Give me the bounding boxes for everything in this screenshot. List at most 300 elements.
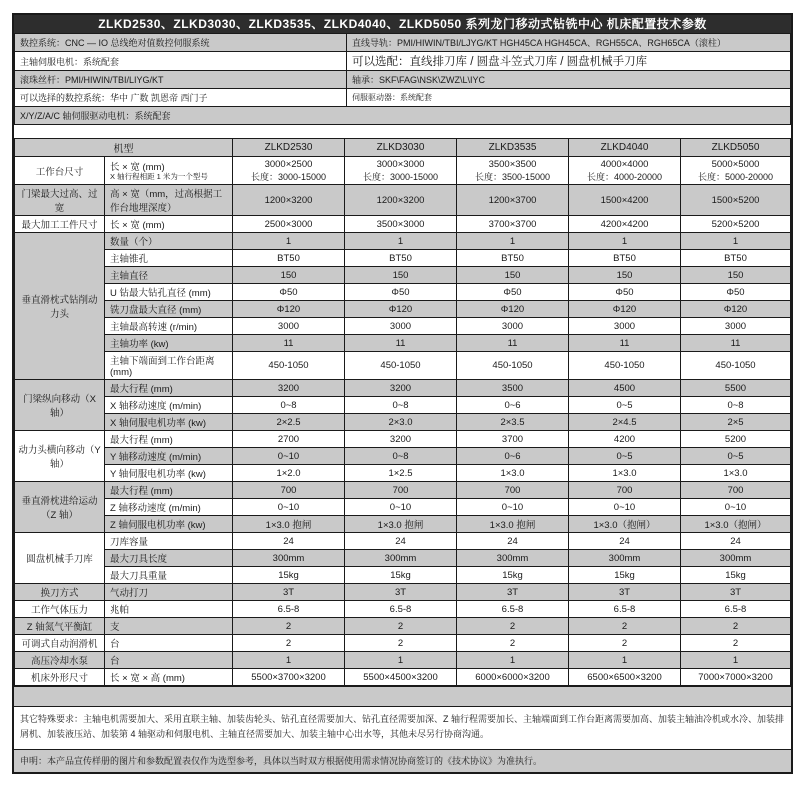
spec-value-cell <box>681 397 791 414</box>
spec-value-cell <box>345 669 457 686</box>
spec-value-line1: 150 <box>392 269 409 281</box>
spec-value-line1: Φ50 <box>726 286 745 298</box>
spec-value-line1: 3000×2500 <box>264 158 313 170</box>
spec-value-line1: 5500×4500×3200 <box>363 671 438 683</box>
spec-value-line2: 长度：3000-15000 <box>362 171 439 182</box>
spec-label-text: 长 × 宽 (mm) <box>110 220 165 231</box>
spec-value-cell <box>345 533 457 550</box>
spec-value-cell <box>569 335 681 352</box>
info-row <box>15 52 791 71</box>
spec-label-cell <box>105 157 233 185</box>
spec-value-cell <box>457 352 569 380</box>
spec-label-text: 主轴下端面到工作台距离 (mm) <box>110 356 215 378</box>
spec-value-line1: 6.5-8 <box>501 603 524 615</box>
spec-row <box>15 352 791 380</box>
spec-value-cell <box>345 318 457 335</box>
spec-label-text: 主轴最高转速 (r/min) <box>110 322 198 333</box>
spec-value-cell <box>345 550 457 567</box>
spec-value-cell <box>681 216 791 233</box>
config-info-table <box>14 33 791 125</box>
spec-value-line2: 长度：3500-15000 <box>474 171 551 182</box>
spec-value-line1: 1×3.0（抱闸） <box>593 520 656 531</box>
spec-value-line1: 6.5-8 <box>277 603 300 615</box>
spec-value-cell <box>681 335 791 352</box>
spec-group-cell: 最大加工工件尺寸 <box>15 216 105 233</box>
spec-group-cell: 垂直滑枕式钻削动力头 <box>15 233 105 380</box>
spec-value-cell <box>569 352 681 380</box>
spec-value-line1: 6.5-8 <box>389 603 412 615</box>
spec-value-line1: 1×3.0 抱闸 <box>265 520 312 531</box>
spec-value-line1: 4200 <box>613 433 636 445</box>
special-requirements-note: 其它特殊要求：主轴电机需要加大、采用直联主轴、加装齿轮头、钻孔直径需要加大、钻孔直径需要加深、Z 轴行程需要加长、主轴端面到工作台距离需要加高、加装主轴油冷机或水冷、加装排屑机、加装液压站、加装第 4 轴驱动和伺服电机、主轴直径需要加大、加装主轴中心出水等，其他未尽另行协商沟通。 <box>14 706 791 749</box>
spec-value-line1: 1 <box>621 235 628 247</box>
spec-value-line1: 3T <box>282 586 295 598</box>
spec-value-line1: 150 <box>616 269 633 281</box>
spec-label-text: X 轴移动速度 (m/min) <box>110 401 202 412</box>
spec-value-line1: 1 <box>732 235 739 247</box>
spec-value-line1: 0~5 <box>616 450 633 462</box>
spec-value-line1: BT50 <box>501 252 524 264</box>
spec-value-line1: 4500 <box>613 382 636 394</box>
spec-value-line1: 2 <box>285 637 292 649</box>
spec-label-text: 气动打刀 <box>110 588 149 599</box>
spec-value-line1: 2 <box>509 620 516 632</box>
spec-value-line1: BT50 <box>724 252 747 264</box>
spec-label-cell <box>105 352 233 380</box>
spec-value-cell <box>457 567 569 584</box>
spec-value-cell <box>569 533 681 550</box>
spec-value-cell <box>457 448 569 465</box>
spec-value-line1: 1500×5200 <box>711 194 760 206</box>
spec-value-line1: 2 <box>397 637 404 649</box>
spec-value-line1: Φ50 <box>615 286 634 298</box>
info-cell-ballscrew: 滚珠丝杆：PMI/HIWIN/TBI/LIYG/KT <box>15 71 347 89</box>
spec-value-cell <box>233 185 345 216</box>
spec-value-line1: 1×2.5 <box>388 467 413 479</box>
spec-value-cell <box>345 397 457 414</box>
spec-value-cell <box>457 216 569 233</box>
spec-value-cell <box>345 652 457 669</box>
spec-row <box>15 431 791 448</box>
spec-value-cell <box>345 431 457 448</box>
spec-value-line1: 0~10 <box>277 501 300 513</box>
spec-value-line1: 2500×3000 <box>264 218 313 230</box>
spec-value-line1: 1 <box>621 654 628 666</box>
spec-group-cell: 可调式自动润滑机 <box>15 635 105 652</box>
spec-value-line1: 0~8 <box>392 399 409 411</box>
spec-header-model: ZLKD3030 <box>345 139 457 157</box>
spec-value-line1: 0~10 <box>389 501 412 513</box>
spec-value-line1: 7000×7000×3200 <box>698 671 773 683</box>
spec-label-subtext: X 轴行程相距 1 米为一个型号 <box>110 172 208 182</box>
spec-value-line1: 1×3.0 <box>723 467 748 479</box>
spec-value-cell <box>457 414 569 431</box>
spec-label-text: 数量（个） <box>110 237 158 248</box>
spec-row <box>15 533 791 550</box>
spec-row <box>15 567 791 584</box>
spec-value-cell <box>681 601 791 618</box>
spec-group-cell: 机床外形尺寸 <box>15 669 105 686</box>
spec-value-cell <box>233 233 345 250</box>
spec-value-line1: 300mm <box>272 552 305 564</box>
spec-row <box>15 301 791 318</box>
spec-value-cell <box>345 465 457 482</box>
spec-label-cell <box>105 448 233 465</box>
spec-value-line1: 24 <box>730 535 741 547</box>
spec-value-cell <box>345 335 457 352</box>
spec-row <box>15 185 791 216</box>
spec-value-cell <box>457 431 569 448</box>
spec-value-line1: 1×2.0 <box>276 467 301 479</box>
spec-value-cell <box>345 567 457 584</box>
spec-value-cell <box>681 465 791 482</box>
spec-value-line1: 150 <box>504 269 521 281</box>
spec-value-line1: 24 <box>619 535 630 547</box>
spec-row <box>15 335 791 352</box>
spec-value-cell <box>569 635 681 652</box>
spec-value-cell <box>233 550 345 567</box>
spec-value-cell <box>233 448 345 465</box>
spec-label-text: 长 × 宽 (mm) <box>110 162 165 174</box>
spec-row <box>15 157 791 185</box>
spec-value-cell <box>681 550 791 567</box>
spec-label-cell <box>105 652 233 669</box>
info-row <box>15 34 791 52</box>
spec-value-cell <box>233 301 345 318</box>
spec-value-line1: 4000×4000 <box>600 158 649 170</box>
spec-value-cell <box>681 318 791 335</box>
spec-value-cell <box>569 482 681 499</box>
spec-value-cell <box>457 233 569 250</box>
spec-value-cell <box>569 318 681 335</box>
spec-value-line1: 0~6 <box>504 450 521 462</box>
spec-value-line1: 1×3.0 <box>612 467 637 479</box>
info-cell-servo-driver: 伺服驱动器：系统配套 <box>347 89 791 107</box>
spec-value-line1: 450-1050 <box>604 360 645 371</box>
spec-label-cell <box>105 550 233 567</box>
spec-label-cell <box>105 301 233 318</box>
spec-value-cell <box>345 284 457 301</box>
spec-value-line1: 0~10 <box>613 501 636 513</box>
spec-value-cell <box>457 499 569 516</box>
spec-label-cell <box>105 465 233 482</box>
spec-value-line1: 700 <box>727 484 744 496</box>
spec-value-line1: 3500 <box>501 382 524 394</box>
spec-label-text: Y 轴伺服电机功率 (kw) <box>110 469 206 480</box>
spec-value-line1: 24 <box>507 535 518 547</box>
spec-value-line1: 300mm <box>719 552 752 564</box>
info-cell-linear-guide: 直线导轨：PMI/HIWIN/TBI/LJYG/KT HGH45CA HGH45CA、RGH55CA、RGH65CA（滚柱） <box>347 34 791 52</box>
info-cell-cnc-system: 数控系统：CNC — IO 总线绝对值数控伺服系统 <box>15 34 347 52</box>
spec-value-line1: 15kg <box>390 569 411 581</box>
spec-value-cell <box>681 635 791 652</box>
spec-value-cell <box>457 318 569 335</box>
spec-label-cell <box>105 601 233 618</box>
page-title: ZLKD2530、ZLKD3030、ZLKD3535、ZLKD4040、ZLKD5050 系列龙门移动式钻铣中心 机床配置技术参数 <box>14 15 791 33</box>
spec-value-cell <box>233 499 345 516</box>
spec-value-line1: 2 <box>509 637 516 649</box>
spec-value-line1: 1×3.0 <box>500 467 525 479</box>
spec-label-text: Z 轴伺服电机功率 (kw) <box>110 520 206 531</box>
spec-value-cell <box>345 516 457 533</box>
spec-value-cell <box>569 550 681 567</box>
spec-header-model: ZLKD4040 <box>569 139 681 157</box>
spec-row <box>15 499 791 516</box>
spec-value-line2: 长度：4000-20000 <box>586 171 663 182</box>
spec-value-line1: 0~10 <box>724 501 747 513</box>
spec-group-cell: 门梁最大过高、过宽 <box>15 185 105 216</box>
spec-value-line1: 450-1050 <box>268 360 309 371</box>
spec-label-text: 台 <box>110 656 120 667</box>
spec-value-cell <box>233 397 345 414</box>
spec-value-line1: Φ50 <box>279 286 298 298</box>
spec-value-cell <box>569 216 681 233</box>
spec-value-line1: Φ120 <box>388 303 413 315</box>
spec-value-cell <box>569 233 681 250</box>
spec-value-line1: 6500×6500×3200 <box>587 671 662 683</box>
spec-value-line1: 2×5 <box>727 416 744 428</box>
spec-row <box>15 601 791 618</box>
spec-row <box>15 397 791 414</box>
spec-value-line1: 1 <box>509 235 516 247</box>
spec-value-cell <box>569 618 681 635</box>
spec-value-line1: 1200×3700 <box>488 194 537 206</box>
spec-value-line1: 0~5 <box>616 399 633 411</box>
spec-group-cell: Z 轴氮气平衡缸 <box>15 618 105 635</box>
info-row <box>15 107 791 125</box>
spec-value-cell <box>569 157 681 185</box>
spec-value-line1: 24 <box>283 535 294 547</box>
spec-value-line1: 0~8 <box>727 399 744 411</box>
disclaimer-statement: 申明：本产品宣传样册的图片和参数配置表仅作为选型参考，具体以当时双方根据使用需求情况协商签订的《技术协议》为准执行。 <box>14 749 791 773</box>
spec-value-cell <box>569 414 681 431</box>
spec-value-cell <box>233 352 345 380</box>
spec-value-cell <box>457 550 569 567</box>
spec-value-line1: 0~8 <box>280 399 297 411</box>
spec-label-cell <box>105 669 233 686</box>
spec-label-cell <box>105 499 233 516</box>
spec-row <box>15 216 791 233</box>
spec-label-text: 台 <box>110 639 120 650</box>
spec-label-cell <box>105 284 233 301</box>
spec-group-cell: 动力头横向移动（Y 轴） <box>15 431 105 482</box>
spec-row <box>15 250 791 267</box>
spec-value-line1: Φ120 <box>612 303 637 315</box>
spec-row <box>15 482 791 499</box>
spec-value-cell <box>569 465 681 482</box>
spec-value-cell <box>345 157 457 185</box>
spec-value-line1: 3000 <box>277 320 300 332</box>
spec-value-line1: BT50 <box>613 252 636 264</box>
spec-value-line1: 300mm <box>608 552 641 564</box>
spec-label-cell <box>105 618 233 635</box>
spec-value-line1: 5200 <box>724 433 747 445</box>
spec-value-line1: BT50 <box>277 252 300 264</box>
spec-value-line1: BT50 <box>389 252 412 264</box>
spec-value-cell <box>345 414 457 431</box>
spec-value-line1: 3000×3000 <box>376 158 425 170</box>
spec-header-model: ZLKD3535 <box>457 139 569 157</box>
spec-label-cell <box>105 250 233 267</box>
spec-value-cell <box>233 284 345 301</box>
spec-value-cell <box>569 267 681 284</box>
spec-value-cell <box>569 380 681 397</box>
spec-value-cell <box>457 397 569 414</box>
spec-sheet <box>12 13 793 774</box>
spec-value-cell <box>457 157 569 185</box>
spec-value-cell <box>569 448 681 465</box>
spec-value-cell <box>681 284 791 301</box>
spec-value-cell <box>457 584 569 601</box>
spec-value-cell <box>345 448 457 465</box>
spec-value-line1: 1×3.0 抱闸 <box>377 520 424 531</box>
spec-value-cell <box>681 414 791 431</box>
spec-value-line1: 3500×3000 <box>376 218 425 230</box>
spec-value-line1: 2 <box>621 620 628 632</box>
spec-value-cell <box>457 516 569 533</box>
spec-label-text: 最大行程 (mm) <box>110 486 173 497</box>
spec-value-cell <box>233 414 345 431</box>
spec-value-cell <box>233 618 345 635</box>
spec-value-line1: 150 <box>280 269 297 281</box>
spec-group-cell: 工作台尺寸 <box>15 157 105 185</box>
spec-row <box>15 448 791 465</box>
spec-value-line1: 2×3.5 <box>500 416 525 428</box>
spec-row <box>15 267 791 284</box>
spec-value-line1: 4200×4200 <box>600 218 649 230</box>
spec-value-line1: 3500×3500 <box>488 158 537 170</box>
spec-value-cell <box>681 431 791 448</box>
spec-value-cell <box>457 185 569 216</box>
spec-value-cell <box>457 335 569 352</box>
spec-value-line1: Φ50 <box>391 286 410 298</box>
spec-row <box>15 550 791 567</box>
spec-value-cell <box>457 601 569 618</box>
spec-value-line2: 长度：5000-20000 <box>697 171 774 182</box>
spec-label-cell <box>105 335 233 352</box>
spec-value-line1: 1 <box>509 654 516 666</box>
spec-row <box>15 584 791 601</box>
spec-row <box>15 652 791 669</box>
spec-value-cell <box>345 584 457 601</box>
spec-value-cell <box>345 267 457 284</box>
spec-value-cell <box>681 584 791 601</box>
spec-value-cell <box>345 301 457 318</box>
spec-value-cell <box>569 652 681 669</box>
spec-value-line1: 3T <box>729 586 742 598</box>
spec-value-line1: 2 <box>397 620 404 632</box>
spec-label-text: 高 × 宽（mm，过高根据工作台地埋深度） <box>110 189 223 214</box>
spec-table-body <box>15 139 791 686</box>
spec-row <box>15 318 791 335</box>
spec-value-cell <box>345 185 457 216</box>
spec-value-line1: 300mm <box>384 552 417 564</box>
spec-value-cell <box>233 318 345 335</box>
spec-table <box>14 138 791 686</box>
spec-value-line1: 5500×3700×3200 <box>251 671 326 683</box>
spec-value-line1: 700 <box>616 484 633 496</box>
spec-value-cell <box>345 352 457 380</box>
spec-value-line1: 2 <box>621 637 628 649</box>
spec-value-cell <box>681 380 791 397</box>
spec-value-cell <box>681 352 791 380</box>
spec-value-cell <box>457 284 569 301</box>
spec-value-cell <box>345 233 457 250</box>
spec-value-line1: 1 <box>732 654 739 666</box>
spec-header-model: ZLKD2530 <box>233 139 345 157</box>
spec-value-line1: 0~8 <box>392 450 409 462</box>
spec-group-cell: 换刀方式 <box>15 584 105 601</box>
spec-value-cell <box>457 652 569 669</box>
spec-value-cell <box>233 669 345 686</box>
spec-value-line1: 450-1050 <box>715 360 756 371</box>
spec-value-line1: 1×3.0（抱闸） <box>704 520 767 531</box>
spec-value-cell <box>233 267 345 284</box>
spec-label-text: X 轴伺服电机功率 (kw) <box>110 418 207 429</box>
spec-value-cell <box>457 482 569 499</box>
section-spacer <box>14 125 791 138</box>
spec-value-line1: 1 <box>397 654 404 666</box>
spec-label-text: Y 轴移动速度 (m/min) <box>110 452 202 463</box>
spec-value-cell <box>233 157 345 185</box>
spec-value-cell <box>457 267 569 284</box>
spec-value-cell <box>345 216 457 233</box>
spec-value-line1: 3200 <box>389 382 412 394</box>
spec-value-cell <box>681 669 791 686</box>
spec-row <box>15 284 791 301</box>
spec-value-cell <box>569 601 681 618</box>
spec-value-line1: 3T <box>394 586 407 598</box>
spec-label-text: 最大刀具长度 <box>110 554 168 565</box>
spec-value-cell <box>233 533 345 550</box>
spec-value-cell <box>681 301 791 318</box>
spec-value-cell <box>681 652 791 669</box>
spec-value-cell <box>569 669 681 686</box>
spec-label-cell <box>105 482 233 499</box>
spec-label-cell <box>105 216 233 233</box>
spec-value-line1: 150 <box>727 269 744 281</box>
spec-value-line1: 11 <box>395 337 406 349</box>
spec-label-cell <box>105 533 233 550</box>
spec-label-text: 兆帕 <box>110 605 130 616</box>
spec-group-cell: 垂直滑枕进给运动（Z 轴） <box>15 482 105 533</box>
spec-value-line1: 0~10 <box>277 450 300 462</box>
spec-value-cell <box>569 567 681 584</box>
spec-value-cell <box>681 482 791 499</box>
spec-group-cell: 圆盘机械手刀库 <box>15 533 105 584</box>
spec-value-line1: 2 <box>732 620 739 632</box>
spec-value-line1: 3000 <box>724 320 747 332</box>
spec-value-line1: 300mm <box>496 552 529 564</box>
spec-value-cell <box>457 250 569 267</box>
spec-value-line1: 700 <box>280 484 297 496</box>
spec-value-line1: 3200 <box>277 382 300 394</box>
spec-label-text: U 钻最大钻孔直径 (mm) <box>110 288 211 299</box>
spec-label-text: 支 <box>110 622 120 633</box>
spec-value-cell <box>681 185 791 216</box>
spec-value-cell <box>457 669 569 686</box>
spec-label-text: 最大刀具重量 <box>110 571 168 582</box>
spec-value-cell <box>457 635 569 652</box>
spec-value-line1: 1 <box>397 235 404 247</box>
spec-label-cell <box>105 267 233 284</box>
spec-value-line1: 2700 <box>277 433 300 445</box>
spec-value-cell <box>233 250 345 267</box>
spec-value-cell <box>569 516 681 533</box>
spec-value-line1: 0~10 <box>501 501 524 513</box>
spec-value-line1: Φ50 <box>503 286 522 298</box>
spec-value-cell <box>233 567 345 584</box>
